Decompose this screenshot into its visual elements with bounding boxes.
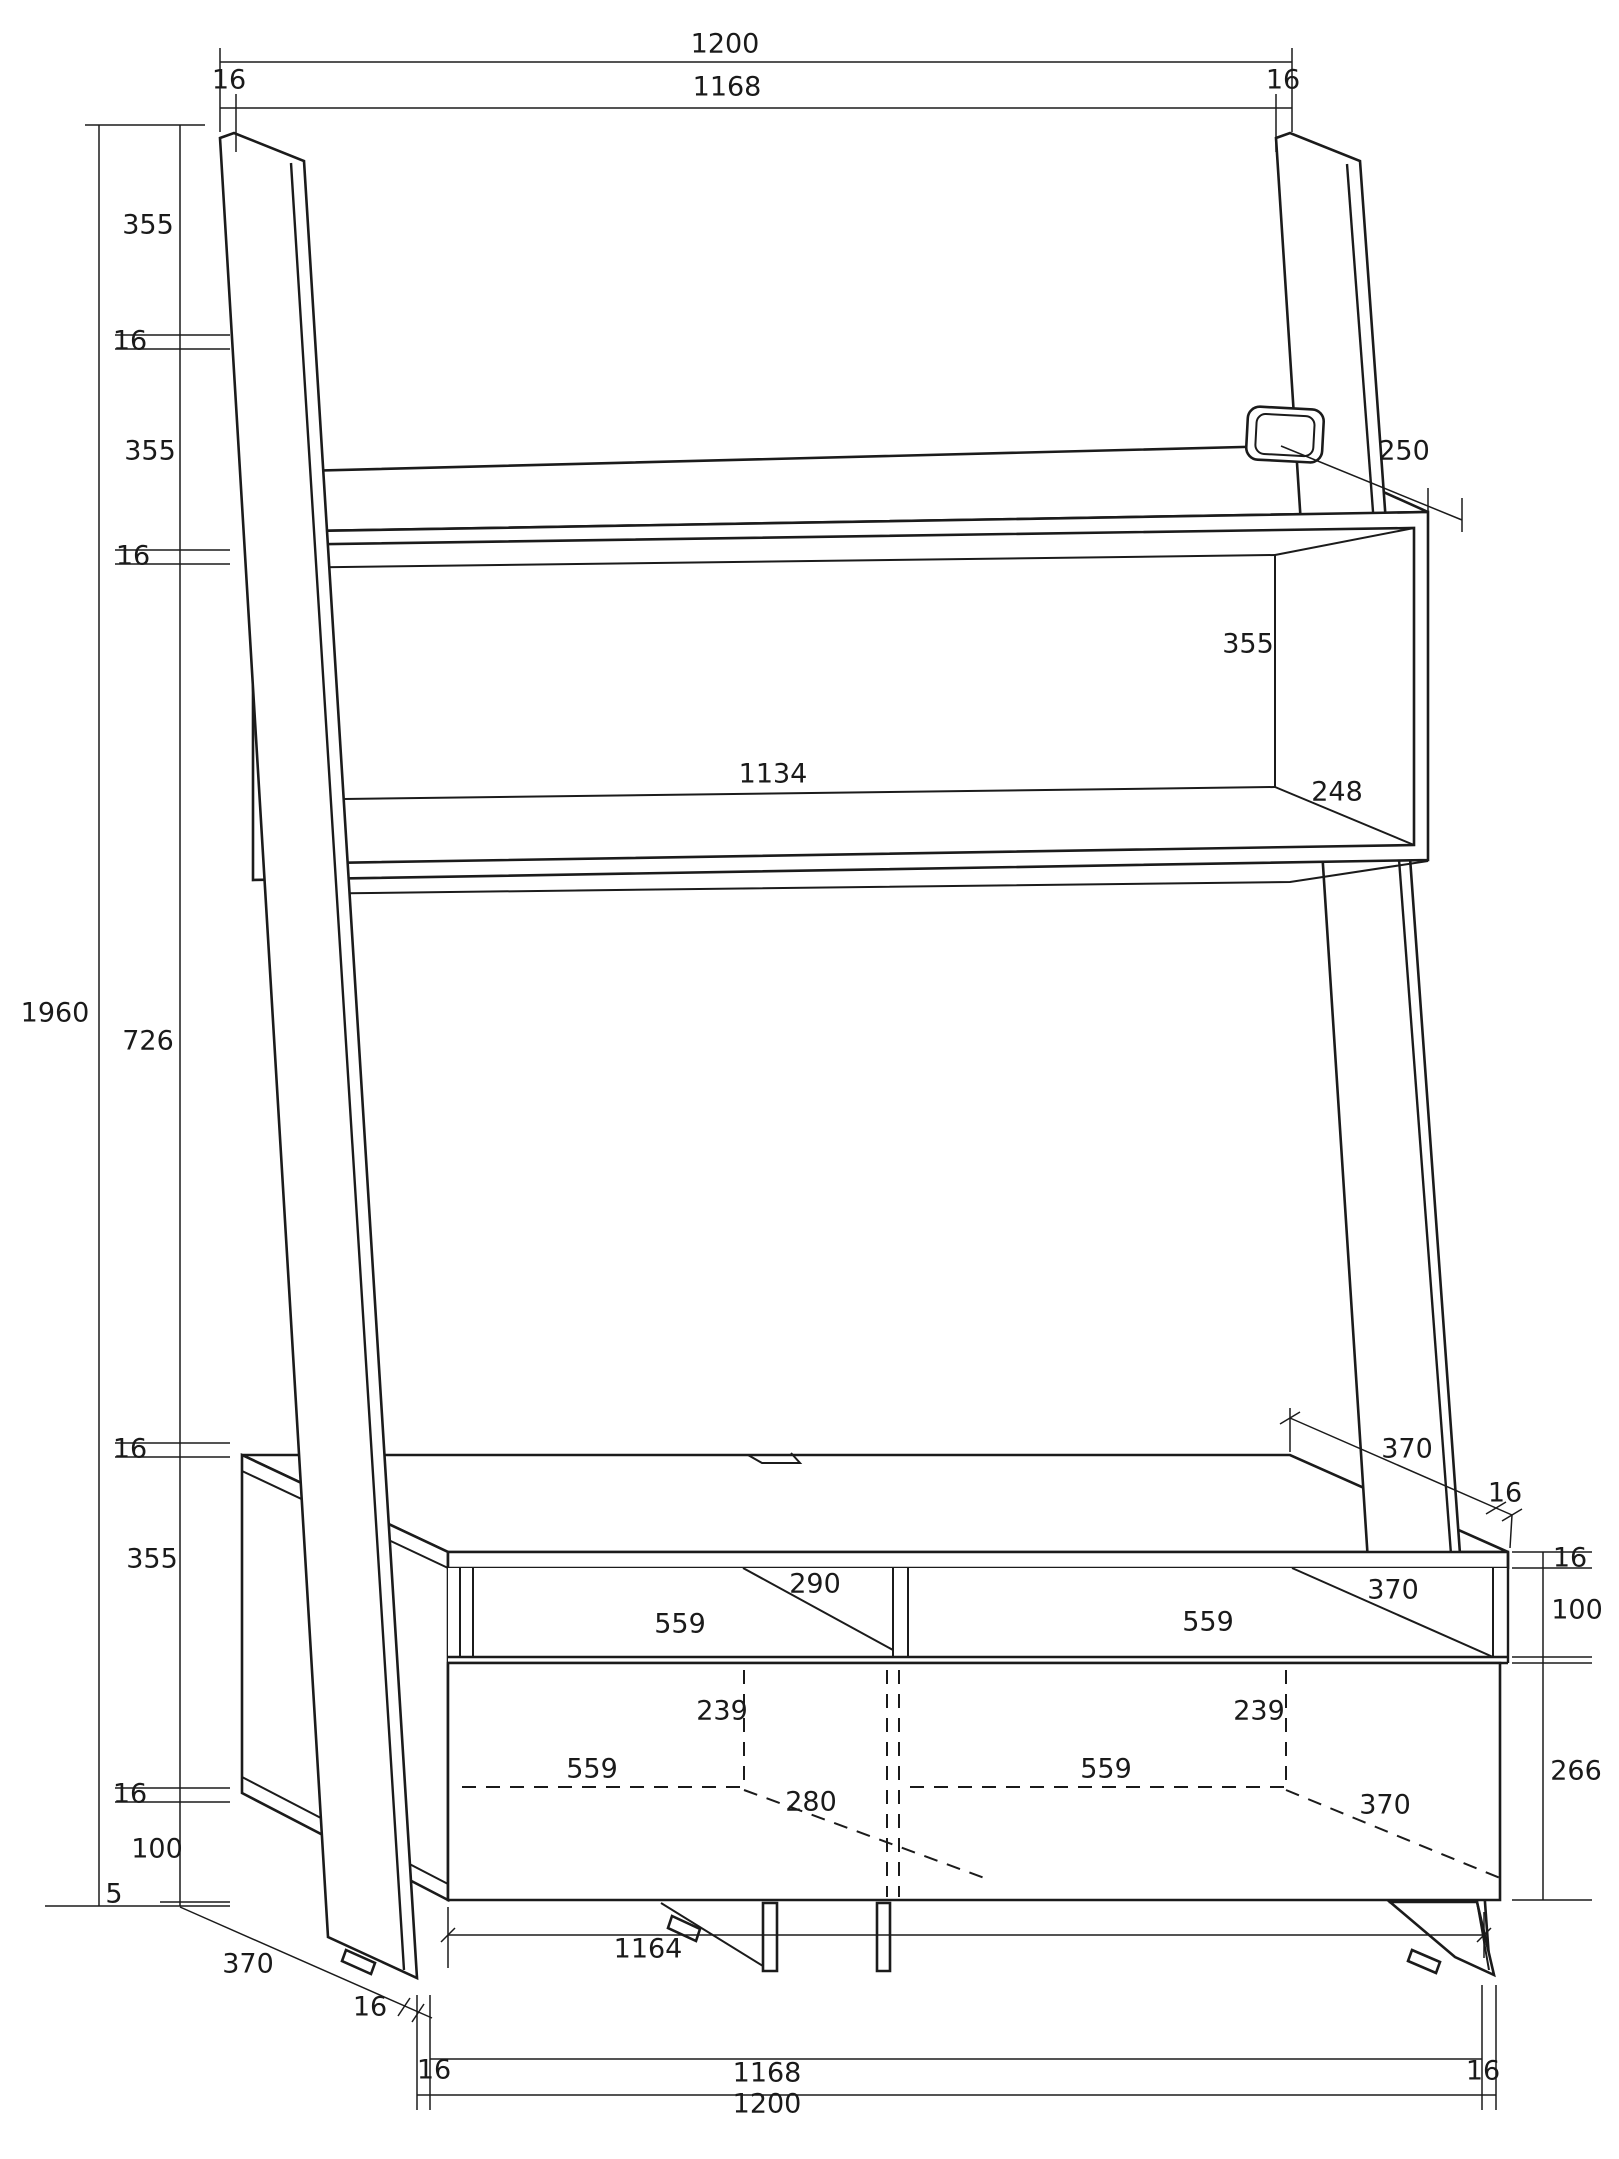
dimension-label: 1168 xyxy=(732,2057,802,2089)
dimension-label: 16 xyxy=(112,325,148,357)
dimension-label: 16 xyxy=(1265,64,1301,96)
dimension-label: 559 xyxy=(566,1753,618,1785)
dimension-label: 100 xyxy=(131,1833,183,1865)
dimension-label: 16 xyxy=(352,1991,388,2023)
dimension-label: 1960 xyxy=(20,997,90,1029)
dimension-label: 1168 xyxy=(692,71,762,103)
dimension-label: 370 xyxy=(1381,1433,1433,1465)
dimension-label: 16 xyxy=(112,1778,148,1810)
dimension-label: 100 xyxy=(1551,1594,1603,1626)
dimension-label: 1200 xyxy=(732,2088,802,2120)
dimension-label: 16 xyxy=(1487,1477,1523,1509)
dimension-label: 1134 xyxy=(738,758,808,790)
dimension-label: 370 xyxy=(222,1948,274,1980)
dimension-label: 370 xyxy=(1367,1574,1419,1606)
dimension-label: 16 xyxy=(1552,1542,1588,1574)
dimension-label: 559 xyxy=(1080,1753,1132,1785)
dimension-label: 16 xyxy=(211,64,247,96)
right-foot-pad xyxy=(1408,1950,1440,1973)
dimension-label: 370 xyxy=(1359,1789,1411,1821)
dimension-label: 559 xyxy=(1182,1606,1234,1638)
dimension-label: 16 xyxy=(1465,2055,1501,2087)
open-shelf-row xyxy=(448,1568,1508,1663)
shelf-opening xyxy=(267,528,1414,864)
dimension-label: 355 xyxy=(122,209,174,241)
dimension-label: 290 xyxy=(789,1568,841,1600)
dimension-label: 248 xyxy=(1311,776,1363,808)
dimension-label: 355 xyxy=(1222,628,1274,660)
dimension-label: 1164 xyxy=(613,1933,683,1965)
dimension-label: 1200 xyxy=(690,28,760,60)
dimension-label: 16 xyxy=(115,540,151,572)
center-right-foot xyxy=(877,1903,890,1971)
dimension-label: 726 xyxy=(122,1025,174,1057)
center-left-foot xyxy=(763,1903,777,1971)
desk-top-surface xyxy=(242,1455,1508,1552)
dimension-label: 355 xyxy=(126,1543,178,1575)
dimension-label: 266 xyxy=(1550,1755,1602,1787)
feet xyxy=(661,1902,1494,1975)
cable-grommet xyxy=(1246,406,1325,463)
dimension-label: 355 xyxy=(124,435,176,467)
dimension-label: 239 xyxy=(696,1695,748,1727)
dimension-label: 239 xyxy=(1233,1695,1285,1727)
dimension-label: 559 xyxy=(654,1608,706,1640)
dimension-label: 5 xyxy=(105,1878,123,1910)
top-shelf-box xyxy=(253,512,1428,894)
dimension-label: 250 xyxy=(1378,435,1430,467)
desk-front-edge xyxy=(448,1552,1508,1568)
dimension-label: 16 xyxy=(112,1433,148,1465)
dimension-label: 280 xyxy=(785,1786,837,1818)
dimension-label: 16 xyxy=(416,2054,452,2086)
